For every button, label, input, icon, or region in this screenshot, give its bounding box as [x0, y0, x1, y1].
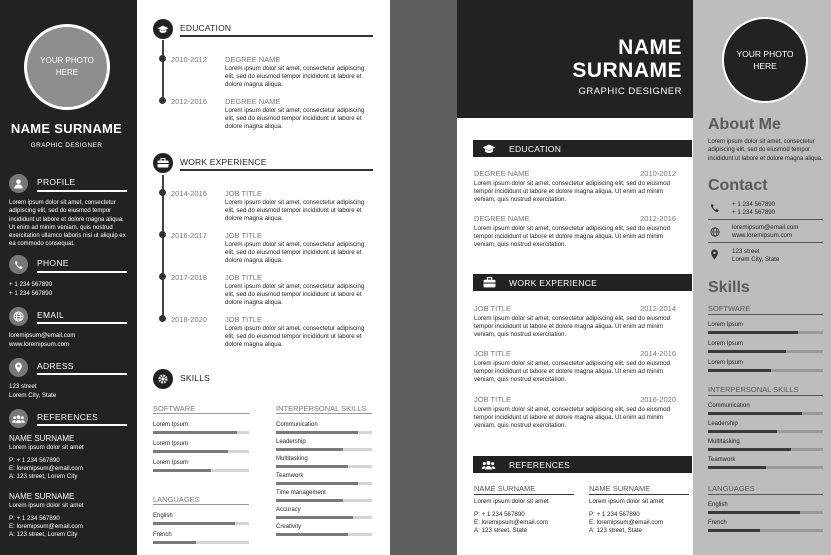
skill-label: Creativity — [276, 524, 302, 530]
work-text: Lorem ipsum dolor sit amet, consectetur adipiscing elit, sed do eiusmod tempor incididunt ut labore et dolore magna aliqua. — [225, 199, 365, 222]
skill-item — [708, 501, 823, 514]
skill-level-fill — [708, 448, 791, 451]
left-email-1: loremipsum@email.com — [9, 332, 76, 339]
work-years: 2017-2018 — [171, 273, 207, 282]
right-interpersonal-heading: INTERPERSONAL SKILLS — [708, 385, 799, 394]
skill-level-bar — [708, 412, 823, 415]
divider — [180, 35, 373, 37]
education-years: 2010-2012 — [171, 55, 207, 64]
divider — [708, 314, 823, 315]
work-years: 2014-2016 — [640, 349, 676, 358]
right-reference-2 — [589, 484, 692, 535]
left-job-title: GRAPHIC DESIGNER — [30, 142, 103, 149]
skill-level-fill — [153, 431, 237, 434]
education-title: DEGREE NAME — [225, 55, 281, 64]
left-reference-2 — [9, 492, 133, 539]
skill-item — [708, 402, 823, 415]
graduation-cap-icon — [482, 144, 496, 154]
left-interpersonal-heading: INTERPERSONAL SKILLS — [276, 404, 367, 413]
skill-level-fill — [276, 448, 343, 451]
work-title: JOB TITLE — [225, 315, 262, 324]
right-name-last: SURNAME — [572, 59, 682, 82]
education-text: Lorem ipsum dolor sit amet, consectetur adipiscing elit, sed do eiusmod tempor incididunt ut labore et dolore magna aliqua. — [225, 107, 365, 130]
skill-level-bar — [708, 331, 823, 334]
skill-level-fill — [708, 412, 802, 415]
skill-level-bar — [276, 533, 372, 536]
skill-label: Lorem Ipsum — [708, 322, 744, 328]
left-skills-heading: SKILLS — [180, 373, 211, 383]
divider — [37, 190, 127, 192]
work-text: Lorem ipsum dolor sit amet, consectetur adipiscing elit, sed do eiusmod tempor incididunt ut labore et dolore magna aliqua. Ut enim ad minim veniam, quis nostrud exercitation. — [474, 406, 671, 429]
skill-item — [276, 455, 372, 468]
right-job-title: GRAPHIC DESIGNER — [578, 86, 682, 97]
skill-label: Teamwork — [276, 473, 304, 479]
right-contact-email-2: www.loremipsum.com — [732, 232, 793, 239]
skill-label: French — [708, 520, 727, 526]
left-software-list — [153, 421, 249, 478]
phone-icon — [710, 203, 720, 213]
skill-level-bar — [276, 465, 372, 468]
divider — [37, 322, 127, 324]
skill-level-fill — [708, 369, 771, 372]
education-text: Lorem ipsum dolor sit amet, consectetur adipiscing elit, sed do eiusmod tempor incididunt ut labore et dolore magna aliqua. — [225, 65, 365, 88]
reference-name: NAME SURNAME — [9, 492, 75, 501]
gear-icon — [153, 369, 173, 389]
reference-address: A: 123 street, Lorem City — [9, 473, 78, 480]
skill-item — [153, 459, 249, 472]
timeline-dot — [159, 189, 166, 196]
timeline-line — [162, 175, 164, 320]
skill-level-fill — [153, 522, 235, 525]
work-text: Lorem ipsum dolor sit amet, consectetur adipiscing elit, sed do eiusmod tempor incididunt ut labore et dolore magna aliqua. Ut enim ad minim veniam, quis nostrud exercitation. — [474, 360, 671, 383]
divider — [153, 413, 249, 414]
divider — [708, 494, 823, 495]
work-text: Lorem ipsum dolor sit amet, consectetur adipiscing elit, sed do eiusmod tempor incididunt ut labore et dolore magna aliqua. — [225, 325, 365, 348]
work-text: Lorem ipsum dolor sit amet, consectetur adipiscing elit, sed do eiusmod tempor incididunt ut labore et dolore magna aliqua. — [225, 283, 365, 306]
skill-label: Time management — [276, 490, 326, 496]
left-photo — [24, 24, 110, 110]
right-work-heading: WORK EXPERIENCE — [509, 278, 598, 288]
skill-item — [708, 321, 823, 334]
right-contact-email-1: loremipsum@email.com — [732, 224, 799, 231]
skill-label: English — [153, 513, 173, 519]
divider — [589, 494, 689, 495]
work-title: JOB TITLE — [225, 189, 262, 198]
work-title: JOB TITLE — [225, 231, 262, 240]
skill-level-fill — [276, 533, 348, 536]
skill-level-bar — [276, 499, 372, 502]
left-profile-text: Lorem ipsum dolor sit amet, consectetur adipiscing elit, sed do eiusmod tempor incididunt ut labore et dolore magna aliqua. Ut enim ad minim veniam, quis nostrud exercitation ullamco laboris nisi ut aliquip ex ea commodo consequat. — [9, 200, 126, 248]
skill-level-fill — [276, 516, 353, 519]
work-title: JOB TITLE — [474, 349, 511, 358]
skill-level-fill — [153, 541, 196, 544]
left-address-2: Lorem City, State — [9, 392, 57, 399]
skill-level-bar — [708, 430, 823, 433]
skill-item — [708, 340, 823, 353]
reference-email: E: loremipsum@email.com — [9, 465, 84, 472]
skill-level-bar — [153, 541, 249, 544]
skill-label: Communication — [708, 403, 750, 409]
people-icon — [481, 460, 496, 470]
divider — [276, 413, 372, 414]
skill-item — [276, 489, 372, 502]
right-languages-list — [708, 501, 823, 537]
skill-label: Lorem Ipsum — [708, 341, 744, 347]
timeline-dot — [159, 273, 166, 280]
reference-address: A: 123 street, Lorem City — [9, 531, 78, 538]
education-years: 2012-2016 — [171, 97, 207, 106]
skill-item — [276, 438, 372, 451]
skill-label: English — [708, 502, 728, 508]
reference-email: E: loremipsum@email.com — [9, 523, 84, 530]
skill-level-bar — [153, 469, 249, 472]
skill-level-bar — [708, 350, 823, 353]
phone-icon — [9, 255, 28, 274]
skill-item — [276, 421, 372, 434]
divider — [180, 169, 373, 171]
reference-address: A: 123 street, State — [474, 527, 527, 534]
work-text: Lorem ipsum dolor sit amet, consectetur adipiscing elit, sed do eiusmod tempor incididunt ut labore et dolore magna aliqua. — [225, 241, 365, 264]
location-icon — [710, 249, 719, 260]
skill-item — [153, 421, 249, 434]
education-title: DEGREE NAME — [225, 97, 281, 106]
skill-label: Lorem Ipsum — [708, 360, 744, 366]
left-address-heading: ADRESS — [37, 361, 74, 371]
skill-item — [153, 531, 249, 544]
skill-item — [708, 438, 823, 451]
skill-level-bar — [708, 369, 823, 372]
skill-label: Communication — [276, 422, 318, 428]
left-languages-list — [153, 512, 249, 550]
divider — [708, 219, 823, 220]
skill-item — [276, 506, 372, 519]
skill-label: Leadership — [708, 421, 738, 427]
work-years: 2016-2020 — [640, 395, 676, 404]
reference-phone: P: + 1 234 567890 — [474, 511, 525, 518]
right-contact-address-1: 123 street — [732, 248, 760, 255]
right-name-first: NAME — [618, 36, 682, 59]
left-name: NAME SURNAME — [10, 121, 123, 136]
divider — [37, 271, 127, 273]
skill-level-fill — [276, 499, 343, 502]
left-languages-heading: LANGUAGES — [153, 495, 200, 504]
right-reference-1 — [474, 484, 579, 535]
left-interpersonal-list — [276, 421, 372, 540]
right-contact-phone-2: + 1 234 567890 — [732, 209, 776, 216]
timeline-dot — [159, 55, 166, 62]
reference-phone: P: + 1 234 567890 — [9, 515, 60, 522]
work-years: 2018-2020 — [171, 315, 207, 324]
work-title: JOB TITLE — [225, 273, 262, 282]
location-icon — [9, 358, 28, 377]
left-address-1: 123 street — [9, 383, 37, 390]
right-photo-text: YOUR PHOTO HERE — [736, 49, 794, 71]
left-reference-1 — [9, 434, 133, 481]
skill-level-fill — [276, 482, 358, 485]
divider — [153, 504, 249, 505]
skill-item — [276, 523, 372, 536]
left-software-heading: SOFTWARE — [153, 404, 196, 413]
skill-item — [153, 440, 249, 453]
skill-level-bar — [153, 431, 249, 434]
right-contact-phone-1: + 1 234 567890 — [732, 201, 776, 208]
timeline-dot — [159, 315, 166, 322]
left-photo-text: YOUR PHOTO HERE — [40, 56, 94, 77]
skill-level-bar — [276, 431, 372, 434]
skill-level-bar — [153, 522, 249, 525]
left-email-2: www.loremipsum.com — [9, 341, 70, 348]
briefcase-icon — [153, 153, 173, 173]
right-interpersonal-list — [708, 402, 823, 474]
right-contact-address-2: Lorem City, State — [732, 256, 780, 263]
work-title: JOB TITLE — [474, 395, 511, 404]
user-icon — [9, 174, 28, 193]
reference-phone: P: + 1 234 567890 — [589, 511, 640, 518]
skill-item — [276, 472, 372, 485]
skill-level-bar — [276, 482, 372, 485]
reference-sub: Lorem ipsum dolor sit amet — [9, 444, 84, 451]
education-years: 2010-2012 — [640, 169, 676, 178]
graduation-cap-icon — [153, 19, 173, 39]
skill-level-fill — [708, 511, 800, 514]
timeline-line — [162, 40, 164, 102]
skill-item — [708, 420, 823, 433]
reference-name: NAME SURNAME — [589, 484, 651, 493]
left-education-heading: EDUCATION — [180, 23, 232, 33]
right-skills-heading: Skills — [708, 279, 750, 296]
skill-item — [708, 519, 823, 532]
education-years: 2012-2016 — [640, 214, 676, 223]
skill-level-fill — [276, 431, 358, 434]
reference-address: A: 123 street, State — [589, 527, 642, 534]
globe-icon — [710, 227, 720, 237]
reference-sub: Lorem ipsum dolor sit amet — [474, 498, 549, 505]
divider — [474, 494, 574, 495]
divider — [708, 395, 823, 396]
left-phone-1: + 1 234 567890 — [9, 281, 53, 288]
skill-level-bar — [276, 448, 372, 451]
education-title: DEGREE NAME — [474, 169, 530, 178]
skill-level-bar — [153, 450, 249, 453]
right-references-heading: REFERENCES — [509, 460, 571, 470]
reference-name: NAME SURNAME — [9, 434, 75, 443]
education-text: Lorem ipsum dolor sit amet, consectetur adipiscing elit, sed do eiusmod tempor incididunt ut labore et dolore magna aliqua. Ut enim ad minim veniam, quis nostrud exercitation. — [474, 225, 671, 248]
skill-level-bar — [708, 448, 823, 451]
skill-level-bar — [276, 516, 372, 519]
skill-level-fill — [153, 469, 211, 472]
skill-label: Multitasking — [708, 439, 740, 445]
work-text: Lorem ipsum dolor sit amet, consectetur adipiscing elit, sed do eiusmod tempor incididunt ut labore et dolore magna aliqua. Ut enim ad minim veniam, quis nostrud exercitation. — [474, 315, 671, 338]
reference-email: E: loremipsum@email.com — [474, 519, 549, 526]
right-education-heading: EDUCATION — [509, 144, 562, 154]
skill-label: Lorem Ipsum — [153, 460, 189, 466]
timeline-dot — [159, 231, 166, 238]
skill-item — [708, 456, 823, 469]
skill-level-fill — [276, 465, 348, 468]
skill-level-fill — [708, 331, 798, 334]
timeline-dot — [159, 97, 166, 104]
skill-level-bar — [708, 529, 823, 532]
right-about-text: Lorem ipsum dolor sit amet, consectetur adipiscing elit, sed do eiusmod tempor incididunt ut labore et dolore magna aliqua. — [708, 139, 823, 162]
right-software-heading: SOFTWARE — [708, 304, 751, 313]
skill-label: French — [153, 532, 172, 538]
work-years: 2016-2017 — [171, 231, 207, 240]
divider — [37, 373, 127, 375]
reference-phone: P: + 1 234 567890 — [9, 457, 60, 464]
skill-level-bar — [708, 466, 823, 469]
left-phone-heading: PHONE — [37, 258, 69, 268]
skill-level-fill — [708, 350, 786, 353]
left-references-heading: REFERENCES — [37, 412, 99, 422]
skill-level-fill — [708, 430, 777, 433]
reference-email: E: loremipsum@email.com — [589, 519, 664, 526]
skill-item — [153, 512, 249, 525]
education-text: Lorem ipsum dolor sit amet, consectetur adipiscing elit, sed do eiusmod tempor incididunt ut labore et dolore magna aliqua. Ut enim ad minim veniam, quis nostrud exercitation. — [474, 180, 671, 203]
skill-level-bar — [708, 511, 823, 514]
skill-label: Teamwork — [708, 457, 736, 463]
right-references-bar — [473, 456, 692, 473]
people-icon — [9, 409, 28, 428]
skill-label: Lorem Ipsum — [153, 422, 189, 428]
work-years: 2012-2014 — [640, 304, 676, 313]
skill-level-fill — [153, 450, 228, 453]
left-email-heading: EMAIL — [37, 310, 65, 320]
globe-icon — [9, 307, 28, 326]
skill-label: Multitasking — [276, 456, 308, 462]
skill-label: Leadership — [276, 439, 306, 445]
education-title: DEGREE NAME — [474, 214, 530, 223]
right-education-bar — [473, 140, 692, 157]
briefcase-icon — [483, 277, 496, 288]
skill-label: Lorem Ipsum — [153, 441, 189, 447]
right-photo — [722, 17, 808, 103]
right-languages-heading: LANGUAGES — [708, 484, 755, 493]
left-work-heading: WORK EXPERIENCE — [180, 157, 267, 167]
skill-label: Accuracy — [276, 507, 301, 513]
skill-level-fill — [708, 529, 760, 532]
right-software-list — [708, 321, 823, 378]
work-years: 2014-2016 — [171, 189, 207, 198]
right-about-heading: About Me — [708, 116, 781, 133]
work-title: JOB TITLE — [474, 304, 511, 313]
divider — [37, 424, 127, 426]
reference-sub: Lorem ipsum dolor sit amet — [589, 498, 664, 505]
skill-level-fill — [708, 466, 766, 469]
divider — [708, 242, 823, 243]
reference-name: NAME SURNAME — [474, 484, 536, 493]
right-contact-heading: Contact — [708, 177, 768, 194]
left-phone-2: + 1 234 567890 — [9, 290, 53, 297]
reference-sub: Lorem ipsum dolor sit amet — [9, 502, 84, 509]
skill-item — [708, 359, 823, 372]
left-profile-heading: PROFILE — [37, 177, 76, 187]
